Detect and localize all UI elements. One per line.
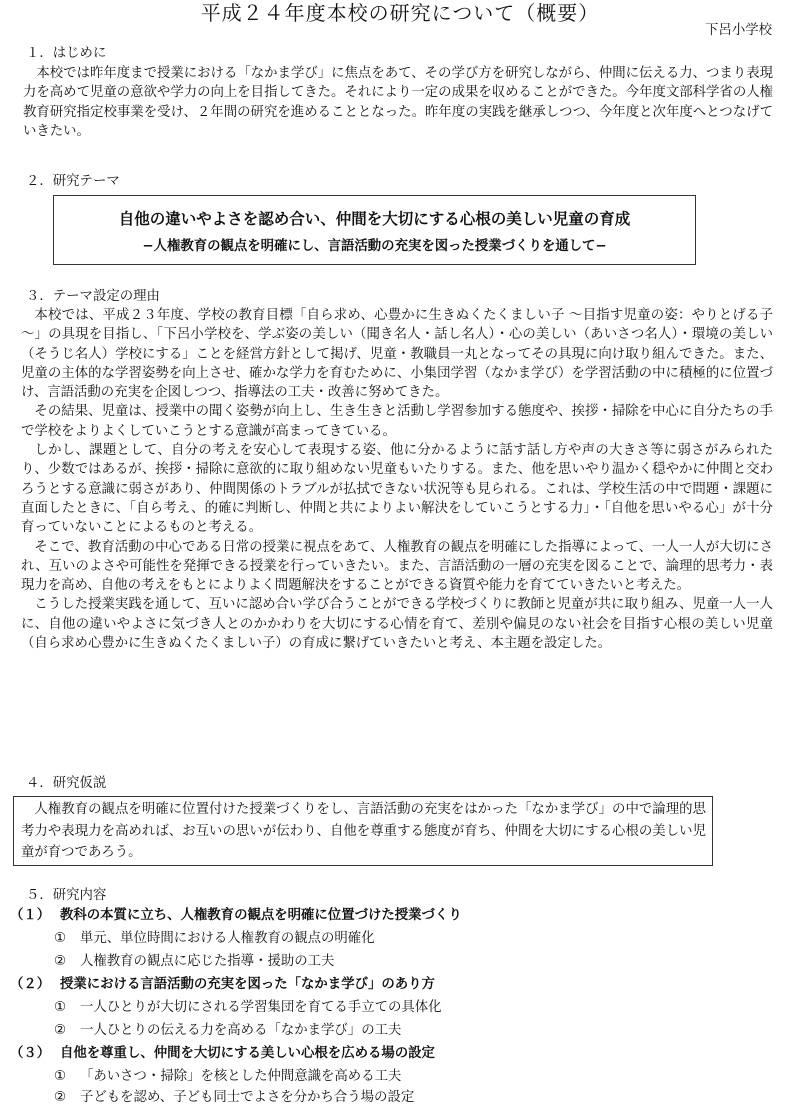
reason-paragraph: その結果、児童は、授業中の聞く姿勢が向上し、生き生きと活動し学習参加する態度や、挨拶・掃除を中心に自分たちの手で学校をよりよくしていこうとする意識が高まってきている。 <box>21 404 773 439</box>
reason-paragraph: しかし、課題として、自分の考えを安心して表現する姿、他に分かるように話す話し方や声の大きさ等に弱さがみられたり、少数ではあるが、挨拶・掃除に意欲的に取り組めない児童もいたりする。また、他を思いやり温かく穏やかに仲間と交わろうとする意識に弱さがあり、仲間関係のトラブルが払拭できない状況等も見られる。これは、学校生活の中で問題・課題に直面したときに、「自ら考え、的確に判断し、仲間と共によりよい解決をしていこうとする力」・「自他を思いやる心」が十分育っていないことによるものと考える。 <box>21 443 773 536</box>
item-text: 一人ひとりが大切にされる学習集団を育てる手立ての具体化 <box>80 1000 442 1015</box>
reason-paragraph: 本校では、平成２３年度、学校の教育目標「自ら求め、心豊かに生きぬくたくましい子 〜目指す児童の姿：やりとげる子 〜」の具現を目指し、「下呂小学校を、学ぶ姿の美しい（聞き名人・話し名人）・心の美しい（あいさつ名人）・環境の美しい（そうじ名人）学校にする」ことを経営方針として掲げ、児童・教職員一丸となってその具現に向け取り組んできた。また、児童の主体的な学習姿勢を向上させ、確かな学力を育むために、小集団学習（なかま学び）を学習活動の中に積極的に位置づけ、言語活動の充実を企図しつつ、指導法の工夫・改善に努めてきた。 <box>21 308 773 401</box>
document-title: 平成２４年度本校の研究について（概要） <box>200 1 600 25</box>
content-list-item <box>54 1067 401 1087</box>
content-section-title <box>10 906 462 926</box>
item-text: 単元、単位時間における人権教育の観点の明確化 <box>80 931 375 946</box>
reason-heading: ３．テーマ設定の理由 <box>26 289 160 304</box>
section-title-text: 授業における言語活動の充実を図った「なかま学び」のあり方 <box>60 977 435 992</box>
section-title-text: 自他を尊重し、仲間を大切にする美しい心根を広める場の設定 <box>60 1046 435 1061</box>
item-mark: ② <box>54 1090 67 1105</box>
theme-main-title: 自他の違いやよさを認め合い、仲間を大切にする心根の美しい児童の育成 <box>118 210 631 228</box>
content-list-item <box>54 998 442 1018</box>
item-mark: ① <box>54 1069 67 1084</box>
content-section-title <box>10 975 435 995</box>
intro-heading: １．はじめに <box>26 46 107 61</box>
item-mark: ② <box>54 1023 67 1038</box>
content-list-item <box>54 929 375 949</box>
theme-box <box>53 195 696 265</box>
reason-body <box>21 306 773 653</box>
item-mark: ① <box>54 931 67 946</box>
item-text: 人権教育の観点に応じた指導・援助の工夫 <box>80 954 335 969</box>
item-mark: ① <box>54 1000 67 1015</box>
section-number: （２） <box>10 977 51 992</box>
item-text: 「あいさつ・掃除」を核とした仲間意識を高める工夫 <box>80 1069 402 1084</box>
section-number: （１） <box>10 908 51 923</box>
section-title-text: 教科の本質に立ち、人権教育の観点を明確に位置づけた授業づくり <box>60 908 462 923</box>
item-text: 一人ひとりの伝える力を高める「なかま学び」の工夫 <box>80 1023 402 1038</box>
reason-paragraph: こうした授業実践を通して、互いに認め合い学び合うことができる学校づくりに教師と児童が共に取り組み、児童一人一人に、自他の違いやよさに気づき人とのかかわりを大切にする心情を育て、差別や偏見のない社会を目指す心根の美しい児童（自ら求め心豊かに生きぬくたくましい子）の育成に繋げていきたいと考え、本主題を設定した。 <box>21 597 773 652</box>
content-list-item <box>54 952 334 972</box>
content-list-item <box>54 1088 414 1108</box>
content-section-title <box>10 1044 435 1064</box>
content-heading: ５．研究内容 <box>26 888 107 903</box>
school-name: 下呂小学校 <box>705 23 772 38</box>
item-mark: ② <box>54 954 67 969</box>
theme-heading: ２．研究テーマ <box>26 174 120 189</box>
hypothesis-box <box>13 796 713 866</box>
content-list-item <box>54 1021 401 1041</box>
intro-text: 本校では昨年度まで授業における「なかま学び」に焦点をあて、その学び方を研究しながら、仲間に伝える力、つまり表現力を高めて児童の意欲や学力の向上を目指してきた。それにより一定の成果を収めることができた。今年度文部科学省の人権教育研究指定校事業を受け、２年間の研究を進めることとなった。昨年度の実践を継承しつつ、今年度と次年度へとつなげていきたい。 <box>23 66 773 139</box>
intro-paragraph <box>23 64 773 141</box>
theme-subtitle: −人権教育の観点を明確にし、言語活動の充実を図った授業づくりを通して− <box>142 239 607 254</box>
hypothesis-heading: ４．研究仮説 <box>26 776 107 791</box>
reason-paragraph: そこで、教育活動の中心である日常の授業に視点をあて、人権教育の観点を明確にした指導によって、一人一人が大切にされ、互いのよさや可能性を発揮できる授業を行っていきたい。また、言語活動の一層の充実を図ることで、論理的思考力・表現力を高め、自他の考えをもとによりよく問題解決をすることができる資質や能力を育てていきたいと考えた。 <box>21 539 773 594</box>
hypothesis-text: 人権教育の観点を明確に位置付けた授業づくりをし、言語活動の充実をはかった「なかま学び」の中で論理的思考力や表現力を高めれば、お互いの思いが伝わり、自他を尊重する態度が育ち、仲間を大切にする心根の美しい児童が育つであろう。 <box>21 802 706 860</box>
section-number: （３） <box>10 1046 51 1061</box>
item-text: 子どもを認め、子ども同士でよさを分かち合う場の設定 <box>80 1090 415 1105</box>
